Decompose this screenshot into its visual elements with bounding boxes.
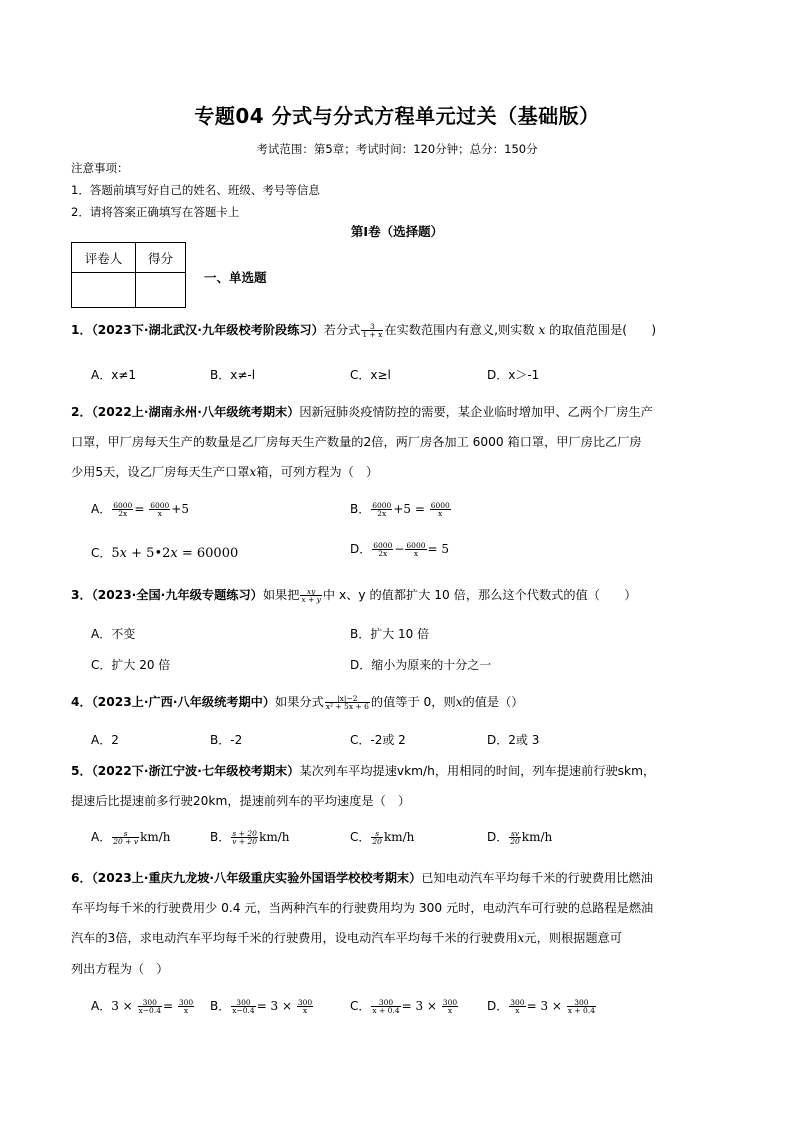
option-a	[91, 997, 195, 1015]
question-text: 中 x、y 的值都扩大 10 倍，那么这个代数式的值（ ）	[322, 588, 637, 602]
option-a	[91, 828, 170, 846]
denominator: x² + 5x + 6	[325, 702, 369, 711]
option-label: A．	[91, 999, 112, 1013]
score-table	[71, 242, 186, 308]
question-source: （2023上·重庆九龙坡·八年级重庆实验外国语学校校考期末）	[91, 871, 422, 885]
fraction	[325, 695, 370, 711]
option-label: D．	[350, 542, 372, 556]
question-text: 箱，可列方程为（ ）	[256, 465, 379, 479]
option-label: C．	[350, 830, 371, 844]
numerator: s	[112, 830, 139, 839]
option-label: B．	[210, 830, 231, 844]
question-text: 少用5天，设乙厂房每天生产口罩	[71, 465, 250, 479]
question-2	[71, 398, 653, 426]
score-cell	[136, 273, 186, 308]
question-source: （2022上·湖南永州·八年级统考期末）	[91, 405, 300, 419]
question-text: 在实数范围内有意义,则实数	[384, 323, 535, 337]
numerator: |x|−2	[325, 695, 370, 704]
option-d	[487, 828, 552, 846]
option-formula: $\frac{6000}{2x}$ +5 = $\frac{6000}{x}$	[372, 500, 450, 518]
variable: x	[455, 695, 463, 709]
question-source: （2022下·浙江宁波·七年级校考期末）	[91, 764, 300, 778]
option-b	[210, 828, 290, 846]
option-label: C．	[91, 546, 112, 560]
option-b	[350, 500, 452, 518]
option-b: B．-2	[210, 733, 243, 747]
option-formula: 3 × $\frac{300}{x-0.4}$ = $\frac{300}{x}$	[111, 997, 194, 1015]
fraction	[300, 588, 322, 604]
option-formula: $\frac{300}{x-0.4}$ = 3 × $\frac{300}{x}$	[232, 997, 313, 1015]
question-text: 的取值范围是( )	[549, 323, 657, 337]
option-d	[350, 540, 449, 558]
option-a: A．x≠1	[91, 368, 137, 382]
option-label: B．	[350, 502, 371, 516]
denominator: 20 + v	[113, 837, 139, 846]
question-source: （2023下·湖北武汉·九年级校考阶段练习）	[91, 323, 324, 337]
notice-item: 1．答题前填写好自己的姓名、班级、考号等信息	[71, 183, 320, 197]
question-text: 因新冠肺炎疫情防控的需要，某企业临时增加甲、乙两个厂房生产	[299, 405, 653, 419]
option-c	[350, 997, 459, 1015]
grader-cell	[72, 273, 136, 308]
question-3	[71, 581, 636, 609]
question-number: 4．	[71, 695, 92, 709]
question-text: 若分式	[323, 323, 361, 337]
question-6-line4: 列出方程为（ ）	[71, 962, 169, 976]
option-c: C．扩大 20 倍	[91, 658, 171, 672]
notice-heading: 注意事项：	[71, 161, 129, 175]
option-label: D．	[487, 999, 509, 1013]
option-formula: $\frac{6000}{2x}$ − $\frac{6000}{x}$ = 5	[373, 540, 450, 558]
fraction	[361, 323, 383, 339]
question-4	[71, 688, 523, 716]
question-text: 如果分式	[275, 695, 324, 709]
question-text: 如果把	[262, 588, 300, 602]
option-formula: 5x + 5•2x = 60000	[111, 546, 239, 561]
option-label: A．	[91, 830, 112, 844]
numerator: 3	[361, 323, 383, 332]
option-formula: $\frac{6000}{2x}$ = $\frac{6000}{x}$ +5	[113, 500, 189, 518]
page-title: 专题04 分式与分式方程单元过关（基础版）	[194, 104, 600, 128]
question-text: 的值是（）	[462, 695, 524, 709]
option-d: D．缩小为原来的十分之一	[350, 658, 492, 672]
question-2-line3	[71, 458, 378, 486]
numerator: xy	[300, 588, 322, 597]
option-a: A．2	[91, 733, 119, 747]
question-number: 2．	[71, 405, 92, 419]
question-source: （2023上·广西·八年级统考期中）	[91, 695, 276, 709]
part-title: 第I卷（选择题）	[350, 224, 444, 239]
question-2-line2: 口罩，甲厂房每天生产的数量是乙厂房每天生产数量的2倍，两厂房各加工 6000 箱口罩，甲厂房比乙厂房	[71, 435, 642, 449]
numerator: s	[371, 830, 383, 839]
denominator: 1 + x	[362, 330, 383, 339]
question-number: 3．	[71, 588, 92, 602]
option-label: D．	[487, 830, 509, 844]
question-text: 已知电动汽车平均每千米的行驶费用比燃油	[421, 871, 653, 885]
denominator: x + y	[301, 595, 321, 604]
option-b: B．扩大 10 倍	[350, 627, 430, 641]
denominator: 20	[510, 837, 520, 846]
option-label: C．	[350, 999, 371, 1013]
denominator: v + 20	[232, 837, 258, 846]
option-b	[210, 997, 314, 1015]
option-label: A．	[91, 502, 112, 516]
question-text: 元，则根据题意可	[524, 931, 622, 945]
variable: x	[249, 465, 257, 479]
exam-info: 考试范围：第5章；考试时间：120分钟；总分：150分	[256, 142, 538, 156]
question-number: 6．	[71, 871, 92, 885]
question-text: 某次列车平均提速vkm/h，用相同的时间，列车提速前行驶skm，	[299, 764, 656, 778]
option-a: A．不变	[91, 627, 136, 641]
option-c	[350, 828, 414, 846]
option-d: D．2或 3	[487, 733, 540, 747]
question-text: 的值等于 0，则	[370, 695, 456, 709]
variable: x	[517, 931, 525, 945]
unit: km/h	[140, 830, 171, 844]
variable: x	[538, 323, 546, 337]
option-b: B．x≠-l	[210, 368, 256, 382]
option-d	[487, 997, 597, 1015]
option-c	[91, 544, 238, 561]
question-source: （2023·全国·九年级专题练习）	[91, 588, 263, 602]
option-label: B．	[210, 999, 231, 1013]
unit: km/h	[259, 830, 290, 844]
option-c: C．-2或 2	[350, 733, 406, 747]
question-number: 1．	[71, 323, 92, 337]
option-c: C．x≥l	[350, 368, 391, 382]
option-d: D．x＞-1	[487, 368, 540, 382]
denominator: 20	[372, 837, 382, 846]
option-formula: $\frac{300}{x + 0.4}$ = 3 × $\frac{300}{x}$	[372, 997, 458, 1015]
question-number: 5．	[71, 764, 92, 778]
option-formula: $\frac{300}{x}$ = 3 × $\frac{300}{x + 0.4}$	[510, 997, 595, 1015]
question-6-line2: 车平均每千米的行驶费用少 0.4 元，当两种汽车的行驶费用均为 300 元时，电动汽车可行驶的总路程是燃油	[71, 901, 654, 915]
question-5	[71, 757, 655, 785]
question-6-line3	[71, 924, 622, 952]
section-title: 一、单选题	[204, 270, 267, 285]
question-5-line2: 提速后比提速前多行驶20km，提速前列车的平均速度是（ ）	[71, 794, 411, 808]
question-1	[71, 316, 656, 344]
question-6	[71, 864, 653, 892]
question-text: 汽车的3倍，求电动汽车平均每千米的行驶费用，设电动汽车平均每千米的行驶费用	[71, 931, 518, 945]
unit: km/h	[383, 830, 415, 844]
score-table-header: 评卷人	[72, 243, 136, 273]
numerator: s + 20	[232, 828, 257, 838]
option-a	[91, 500, 189, 518]
notice-item: 2．请将答案正确填写在答题卡上	[71, 205, 240, 219]
unit: km/h	[521, 830, 553, 844]
numerator: sv	[510, 828, 520, 838]
score-table-header: 得分	[136, 243, 186, 273]
